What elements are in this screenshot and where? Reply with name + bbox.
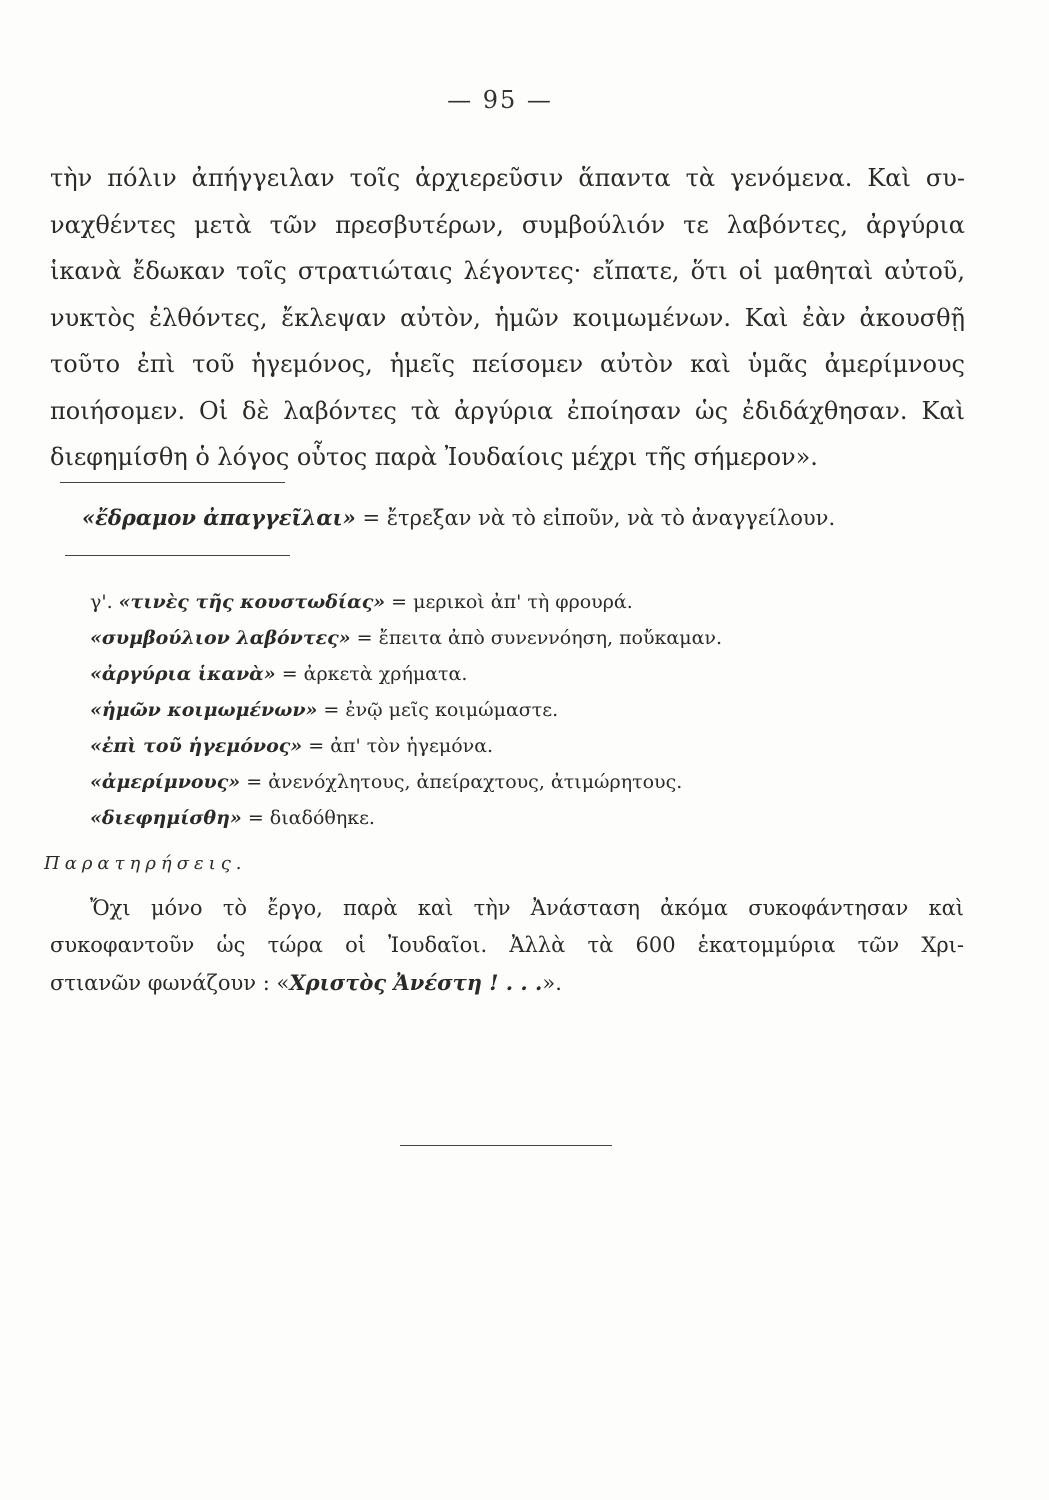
gloss-term: «ἔδραμον ἀπαγγεῖλαι»: [82, 505, 356, 530]
page-number: — 95 —: [447, 86, 553, 114]
observations-paragraph: [50, 890, 964, 1002]
paragraph-line: ἱκανὰ ἔδωκαν τοῖς στρατιώταις λέγοντες· εἴπατε, ὅτι οἱ μαθηταὶ αὐτοῦ,: [50, 257, 965, 285]
gloss-separator: =: [240, 771, 269, 793]
gloss-entry: [90, 656, 722, 692]
gloss-meaning: ἀπ' τὸν ἡγεμόνα.: [330, 735, 494, 757]
paragraph-line: Ὄχι μόνο τὸ ἔργο, παρὰ καὶ τὴν Ἀνάσταση ἀκόμα συκοφάντησαν καὶ: [90, 896, 964, 920]
gloss-separator: =: [302, 735, 331, 757]
quoted-exclamation: Χριστὸς Ἀνέστη ! . . .: [289, 970, 543, 995]
gloss-term: «τινὲς τῆς κουστωδίας»: [118, 591, 386, 613]
gloss-meaning: ἔτρεξαν νὰ τὸ εἰποῦν, νὰ τὸ ἀναγγείλουν.: [386, 506, 836, 530]
gloss-entry: [90, 800, 722, 836]
gloss-meaning: ἀρκετὰ χρήματα.: [303, 663, 468, 685]
gloss-meaning: διαδόθηκε.: [269, 807, 375, 829]
paragraph-line: [50, 964, 964, 1002]
gloss-separator: =: [241, 807, 270, 829]
gloss-separator: =: [317, 699, 346, 721]
paragraph-line: διεφημίσθη ὁ λόγος οὗτος παρὰ Ἰουδαίοις μέχρι τῆς σήμερον».: [50, 443, 818, 471]
line-text: ».: [542, 971, 562, 995]
gloss-entry: [90, 692, 722, 728]
gloss-meaning: ἀνενόχλητους, ἀπείραχτους, ἀτιμώρητους.: [268, 771, 683, 793]
paragraph-line: ναχθέντες μετὰ τῶν πρεσβυτέρων, συμβούλιόν τε λαβόντες, ἀργύρια: [50, 210, 965, 239]
gloss-term: «ἡμῶν κοιμωμένων»: [90, 699, 318, 721]
line-text: στιανῶν φωνάζουν : «: [50, 971, 290, 995]
gloss-term: «ἀμερίμνους»: [90, 771, 241, 793]
gloss-entry: [90, 764, 722, 800]
gloss-meaning: μερικοὶ ἀπ' τὴ φρουρά.: [413, 591, 633, 613]
gloss-list: [90, 584, 722, 836]
gloss-term: «διεφημίσθη»: [90, 807, 242, 829]
gloss-meaning: ἔπειτα ἀπὸ συνεννόηση, ποὔκαμαν.: [378, 627, 723, 649]
paragraph-line: τὴν πόλιν ἀπήγγειλαν τοῖς ἀρχιερεῦσιν ἅπαντα τὰ γενόμενα. Καὶ συ-: [50, 164, 965, 192]
gloss-term: «συμβούλιον λαβόντες»: [90, 627, 351, 649]
gloss-term: «ἀργύρια ἱκανὰ»: [90, 663, 276, 685]
gloss-separator: =: [385, 591, 414, 613]
gloss-entry: [90, 620, 722, 656]
paragraph-line: τοῦτο ἐπὶ τοῦ ἡγεμόνος, ἡμεῖς πείσομεν αὐτὸν καὶ ὑμᾶς ἀμερίμνους: [50, 350, 965, 378]
gloss-entry: [90, 584, 722, 620]
paragraph-line: νυκτὸς ἐλθόντες, ἔκλεψαν αὐτὸν, ἡμῶν κοιμωμένων. Καὶ ἐὰν ἀκουσθῇ: [50, 303, 965, 332]
paragraph-line: ποιήσομεν. Οἱ δὲ λαβόντες τὰ ἀργύρια ἐποίησαν ὡς ἐδιδάχθησαν. Καὶ: [50, 396, 965, 425]
divider-rule: [60, 482, 285, 483]
observations-heading: Παρατηρήσεις.: [44, 853, 247, 874]
divider-rule: [65, 555, 290, 556]
gloss-term: «ἐπὶ τοῦ ἡγεμόνος»: [90, 735, 303, 757]
end-rule: [400, 1145, 612, 1146]
gloss-prefix: γ'.: [90, 591, 119, 613]
main-paragraph: [50, 155, 965, 481]
gloss-entry: [90, 728, 722, 764]
gloss-separator: =: [275, 663, 304, 685]
gloss-entry-main: [82, 505, 835, 530]
gloss-separator: =: [355, 506, 387, 530]
gloss-separator: =: [350, 627, 379, 649]
gloss-meaning: ἐνῷ μεῖς κοιμώμαστε.: [345, 699, 559, 721]
paragraph-line: συκοφαντοῦν ὡς τώρα οἱ Ἰουδαῖοι. Ἀλλὰ τὰ 600 ἑκατομμύρια τῶν Χρι-: [50, 933, 964, 957]
